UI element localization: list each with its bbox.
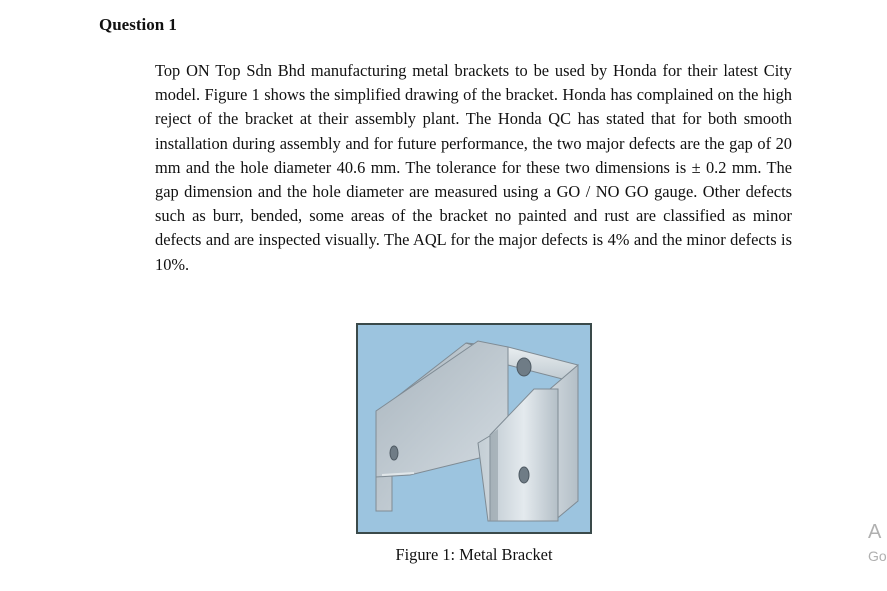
edge-text-fragment-2: Go (868, 548, 887, 564)
bracket-hole-top (517, 358, 531, 376)
figure-caption: Figure 1: Metal Bracket (395, 545, 553, 564)
question-heading: Question 1 (99, 15, 177, 34)
question-paragraph: Top ON Top Sdn Bhd manufacturing metal brackets to be used by Honda for their latest City model. Figure 1 shows the simplified drawing of the bracket. Honda has complained on the high reject of the bracket at their assembly plant. The Honda QC has stated that for both smooth installation during assembly and for future performance, the two major defects are the gap of 20 mm and the hole diameter 40.6 mm. The tolerance for these two dimensions is ± 0.2 mm. The gap dimension and the hole diameter are measured using a GO / NO GO gauge. Other defects such as burr, bended, some areas of the bracket no painted and rust are classified as minor defects and are inspected visually. The AQL for the major defects is 4% and the minor defects is 10%. (155, 61, 792, 274)
figure-image-frame (356, 323, 592, 534)
bracket-leg-shade (490, 429, 498, 521)
metal-bracket-image (358, 325, 590, 532)
edge-text-fragment-1: A (868, 521, 882, 543)
bracket-hole-left (390, 446, 398, 460)
bracket-hole-right (519, 467, 529, 483)
